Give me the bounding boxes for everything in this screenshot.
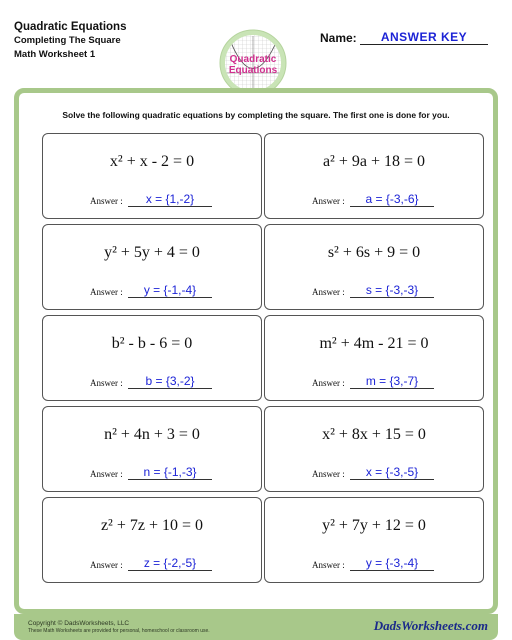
answer-row <box>312 192 472 208</box>
title-block <box>14 20 126 62</box>
answer-label: Answer : <box>90 469 123 479</box>
answer-label: Answer : <box>312 469 345 479</box>
worksheet-number: Math Worksheet 1 <box>14 49 96 60</box>
answer-label: Answer : <box>90 560 123 570</box>
equation: b² - b - 6 = 0 <box>111 335 193 352</box>
worksheet-frame <box>14 88 498 614</box>
answer-field[interactable]: m = {3,-7} <box>350 374 434 389</box>
answer-field[interactable]: a = {-3,-6} <box>350 192 434 207</box>
answer-label: Answer : <box>90 287 123 297</box>
problem-card <box>264 497 484 583</box>
answer-row <box>90 374 250 390</box>
equation: s² + 6s + 9 = 0 <box>327 244 421 261</box>
equation: a² + 9a + 18 = 0 <box>322 153 426 170</box>
answer-row <box>90 556 250 572</box>
answer-field[interactable]: x = {1,-2} <box>128 192 212 207</box>
name-value[interactable]: ANSWER KEY <box>360 30 488 45</box>
problem-card <box>264 133 484 219</box>
answer-field[interactable]: x = {-3,-5} <box>350 465 434 480</box>
problem-card <box>42 406 262 492</box>
problem-card <box>42 315 262 401</box>
equation: n² + 4n + 3 = 0 <box>104 426 200 443</box>
equation: y² + 5y + 4 = 0 <box>104 244 200 261</box>
answer-field[interactable]: y = {-3,-4} <box>350 556 434 571</box>
footer <box>14 614 498 640</box>
answer-label: Answer : <box>312 196 345 206</box>
problem-card <box>264 315 484 401</box>
instructions: Solve the following quadratic equations by completing the square. The first one is done for you. <box>62 110 450 120</box>
problem-card <box>264 224 484 310</box>
dadsworksheets-logo[interactable]: DadsWorksheets.com <box>373 618 488 633</box>
equation: m² + 4m - 21 = 0 <box>319 335 429 352</box>
copyright-text: Copyright © DadsWorksheets, LLC <box>28 620 130 627</box>
worksheet-header <box>0 0 512 92</box>
answer-row <box>312 374 472 390</box>
equation: z² + 7z + 10 = 0 <box>100 517 204 534</box>
problem-card <box>264 406 484 492</box>
problem-card <box>42 133 262 219</box>
answer-field[interactable]: z = {-2,-5} <box>128 556 212 571</box>
answer-label: Answer : <box>312 378 345 388</box>
problem-card <box>42 224 262 310</box>
answer-field[interactable]: b = {3,-2} <box>128 374 212 389</box>
answer-field[interactable]: s = {-3,-3} <box>350 283 434 298</box>
answer-row <box>312 465 472 481</box>
equation: x² + x - 2 = 0 <box>109 153 195 170</box>
equation: x² + 8x + 15 = 0 <box>322 426 426 443</box>
equation: y² + 7y + 12 = 0 <box>322 517 426 534</box>
answer-row <box>312 283 472 299</box>
answer-row <box>90 465 250 481</box>
worksheet-title: Quadratic Equations <box>14 21 127 33</box>
answer-row <box>90 283 250 299</box>
name-field <box>320 30 490 50</box>
answer-label: Answer : <box>312 287 345 297</box>
answer-label: Answer : <box>90 196 123 206</box>
answer-row <box>90 192 250 208</box>
problem-card <box>42 497 262 583</box>
answer-field[interactable]: n = {-1,-3} <box>128 465 212 480</box>
logo-text-line1: Quadratic <box>229 54 277 65</box>
logo-text-line2: Equations <box>228 65 278 76</box>
answer-label: Answer : <box>312 560 345 570</box>
worksheet-subtitle: Completing The Square <box>14 35 121 46</box>
name-label: Name: <box>320 31 357 45</box>
answer-field[interactable]: y = {-1,-4} <box>128 283 212 298</box>
disclaimer-text: These Math Worksheets are provided for personal, homeschool or classroom use. <box>28 628 210 634</box>
answer-row <box>312 556 472 572</box>
answer-label: Answer : <box>90 378 123 388</box>
